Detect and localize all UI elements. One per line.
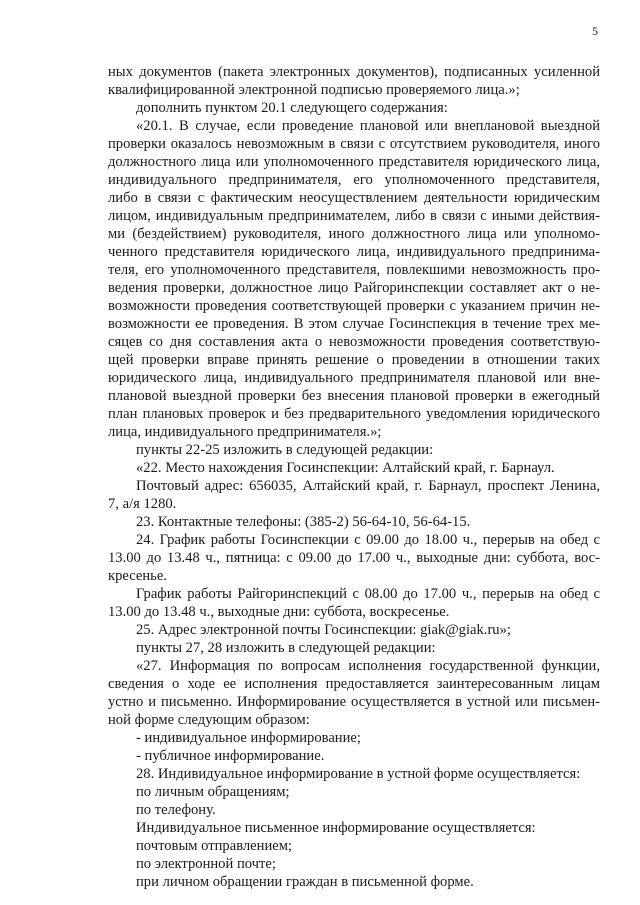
text-line: возможности проведения соответствующей проверки с указанием причин не-	[108, 298, 600, 314]
text-line: при личном обращении граждан в письменной форме.	[136, 874, 474, 890]
text-line: сяцев со дня составления акта о невозможности проведения соответствую-	[108, 334, 600, 350]
text-line: ми (бездействием) руководителя, иного должностного лица или уполномо-	[108, 226, 600, 242]
text-line: по электронной почте;	[136, 856, 276, 872]
text-line: «20.1. В случае, если проведение плановой или внеплановой выездной	[136, 118, 600, 134]
text-line: кресенье.	[108, 568, 167, 584]
text-line: по телефону.	[136, 802, 216, 818]
text-line: - публичное информирование.	[136, 748, 325, 764]
text-line: щей проверки вправе принять решение о проведении в отношении таких	[108, 352, 600, 368]
text-line: 25. Адрес электронной почты Госинспекции: giak@giak.ru»;	[136, 622, 511, 638]
text-line: 28. Индивидуальное информирование в устной форме осуществляется:	[136, 766, 581, 782]
text-line: устно и письменно. Информирование осуществляется в устной или письмен-	[108, 694, 600, 710]
text-line: ведения проверки, должностное лицо Райгоринспекции составляет акт о не-	[108, 280, 600, 296]
text-line: должностного лица или уполномоченного представителя юридического лица,	[108, 154, 600, 170]
text-line: лица, индивидуального предпринимателя.»;	[108, 424, 382, 440]
text-line: индивидуального предпринимателя, его уполномоченного представителя,	[108, 172, 600, 188]
text-line: сведения о ходе ее исполнения предоставляется заинтересованным лицам	[108, 676, 600, 692]
text-line: Почтовый адрес: 656035, Алтайский край, г. Барнаул, проспект Ленина,	[136, 478, 600, 494]
text-line: 23. Контактные телефоны: (385-2) 56-64-10, 56-64-15.	[136, 514, 471, 530]
text-line: ных документов (пакета электронных документов), подписанных усиленной	[108, 64, 600, 80]
text-line: 24. График работы Госинспекции с 09.00 до 18.00 ч., перерыв на обед с	[136, 532, 600, 548]
text-line: юридического лица, индивидуального предпринимателя плановой или вне-	[108, 370, 600, 386]
text-line: пункты 27, 28 изложить в следующей редакции:	[136, 640, 436, 656]
text-line: возможности ее проведения. В этом случае Госинспекция в течение трех ме-	[108, 316, 600, 332]
text-line: «22. Место нахождения Госинспекции: Алтайский край, г. Барнаул.	[136, 460, 555, 476]
text-line: График работы Райгоринспекций с 08.00 до 17.00 ч., перерыв на обед с	[136, 586, 600, 602]
text-line: «27. Информация по вопросам исполнения государственной функции,	[136, 658, 600, 674]
text-line: теля, его уполномоченного представителя, повлекшими невозможность про-	[108, 262, 600, 278]
text-line: либо в связи с фактическим неосуществлением деятельности юридическим	[108, 190, 600, 206]
text-line: по личным обращениям;	[136, 784, 290, 800]
text-line: ченного представителя юридического лица, индивидуального предпринима-	[108, 244, 600, 260]
text-line: - индивидуальное информирование;	[136, 730, 361, 746]
text-line: ной форме следующим образом:	[108, 712, 310, 728]
text-line: 13.00 до 13.48 ч., выходные дни: суббота, воскресенье.	[108, 604, 450, 620]
page-number: 5	[592, 24, 598, 38]
text-line: 13.00 до 13.48 ч., пятница: с 09.00 до 17.00 ч., выходные дни: суббота, вос-	[108, 550, 600, 566]
text-line: плановой выездной проверки без внесения плановой проверки в ежегодный	[108, 388, 600, 404]
text-line: лицом, индивидуальным предпринимателем, либо в связи с иными действия-	[108, 208, 600, 224]
text-line: план плановых проверок и без предварительного уведомления юридического	[108, 406, 600, 422]
text-line: квалифицированной электронной подписью проверяемого лица.»;	[108, 82, 520, 98]
text-line: Индивидуальное письменное информирование осуществляется:	[136, 820, 536, 836]
text-line: 7, а/я 1280.	[108, 496, 177, 512]
text-line: пункты 22-25 изложить в следующей редакции:	[136, 442, 434, 458]
text-line: проверки оказалось невозможным в связи с отсутствием руководителя, иного	[108, 136, 600, 152]
text-line: дополнить пунктом 20.1 следующего содержания:	[136, 100, 448, 116]
text-line: почтовым отправлением;	[136, 838, 293, 854]
